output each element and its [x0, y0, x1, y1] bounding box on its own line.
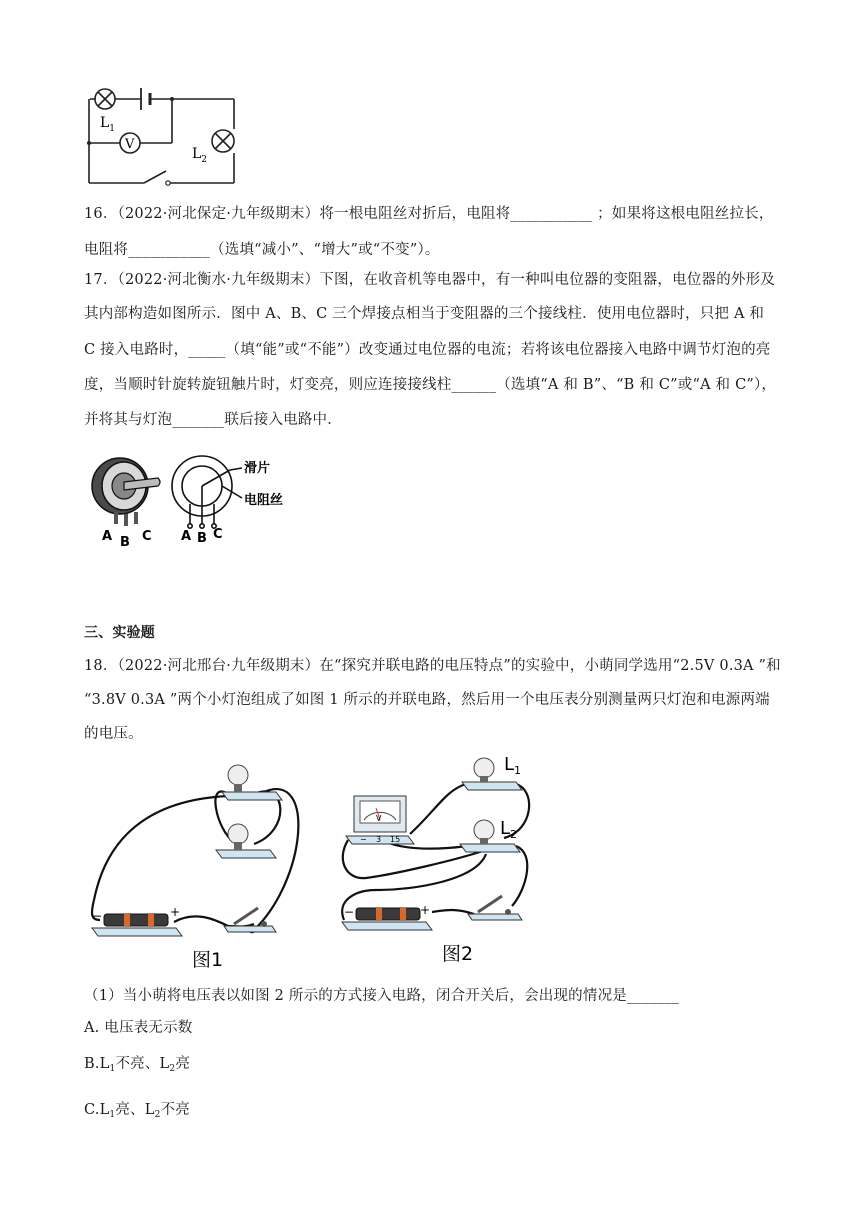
fig2-battery-plus: + — [420, 903, 431, 917]
terminal-B-right: B — [197, 531, 207, 546]
potentiometer-exterior — [92, 458, 160, 526]
terminal-A-right: A — [181, 529, 192, 544]
junction-dot — [170, 97, 174, 101]
fig2-switch — [468, 896, 522, 920]
potentiometer-figure — [84, 452, 294, 554]
terminal-A-left: A — [102, 529, 113, 544]
section-heading: 三、实验题 — [84, 625, 155, 641]
fig2-battery — [342, 908, 432, 930]
q17-line-5: 并将其与灯泡_______联后接入电路中． — [84, 412, 342, 428]
fig2-L2-label: $L_2$ — [500, 818, 518, 841]
label-slider: 滑片 — [244, 461, 271, 476]
fig2-L1-label: $L_1$ — [504, 754, 522, 777]
fig1-battery-plus: + — [170, 905, 181, 919]
terminal-C-left: C — [142, 529, 152, 544]
fig2-battery-minus: − — [344, 905, 355, 919]
lamp-L1-label: $L_1$ — [100, 115, 116, 134]
q18-sub-question-1: （1）当小萌将电压表以如图 2 所示的方式接入电路，闭合开关后，会出现的情况是_______ — [84, 988, 680, 1004]
q17-line-4: 度，当顺时针旋转旋钮触片时，灯变亮，则应连接接线柱______（选填“A 和 B”、“B 和 C”或“A 和 C”）， — [84, 377, 777, 393]
fig2-meter-15: 15 — [390, 835, 401, 844]
junction-dot — [87, 141, 91, 145]
figure-1-parallel-circuit — [86, 760, 316, 972]
fig1-caption: 图1 — [192, 949, 224, 971]
q16-line-2: 电阻将___________（选填“减小”、“增大”或“不变”）。 — [84, 242, 440, 258]
circuit-diagram — [84, 82, 244, 190]
q17-line-2: 其内部构造如图所示．图中 A、B、C 三个焊接点相当于变阻器的三个接线柱．使用电位器时，只把 A 和 — [84, 306, 765, 322]
q18-line-1: 18．（2022·河北邢台·九年级期末）在“探究并联电路的电压特点”的实验中，小萌同学选用“2.5V 0.3A ”和 — [84, 658, 781, 674]
potentiometer-interior — [172, 456, 242, 528]
option-B: $B.L_1$不亮、$L_2$亮 — [84, 1056, 191, 1074]
label-resistance-wire: 电阻丝 — [244, 493, 284, 508]
fig1-lamp-middle — [216, 824, 276, 858]
terminal-C-right: C — [213, 527, 223, 542]
switch-contact — [166, 181, 170, 185]
fig2-meter-v-label: V — [376, 814, 382, 823]
q16-line-1: 16．（2022·河北保定·九年级期末）将一根电阻丝对折后，电阻将___________ ；如果将这根电阻丝拉长， — [84, 206, 774, 222]
terminal-B-left: B — [120, 535, 130, 550]
fig1-battery — [92, 914, 182, 936]
fig1-lamp-top — [222, 765, 282, 800]
option-C: $C.L_1$亮、$L_2$不亮 — [84, 1102, 190, 1120]
figure-2-voltmeter-circuit — [336, 750, 536, 972]
option-A: A. 电压表无示数 — [84, 1020, 193, 1036]
voltmeter-label: V — [125, 137, 135, 152]
fig2-meter-minus: − — [360, 835, 367, 844]
fig1-switch — [224, 908, 276, 932]
fig1-battery-minus: − — [92, 909, 103, 923]
fig1-wires — [92, 789, 298, 932]
lamp-L2-label: $L_2$ — [192, 146, 208, 165]
q17-line-3: C 接入电路时，_____（填“能”或“不能”）改变通过电位器的电流；若将该电位器接入电路中调节灯泡的亮 — [84, 342, 771, 358]
fig2-meter-3: 3 — [376, 835, 382, 844]
fig2-caption: 图2 — [442, 943, 474, 965]
q18-line-3: 的电压。 — [84, 726, 143, 742]
q17-line-1: 17．（2022·河北衡水·九年级期末）下图，在收音机等电器中，有一种叫电位器的变阻器，电位器的外形及 — [84, 272, 776, 288]
q18-line-2: “3.8V 0.3A ”两个小灯泡组成了如图 1 所示的并联电路，然后用一个电压表分别测量两只灯泡和电源两端 — [84, 692, 770, 708]
